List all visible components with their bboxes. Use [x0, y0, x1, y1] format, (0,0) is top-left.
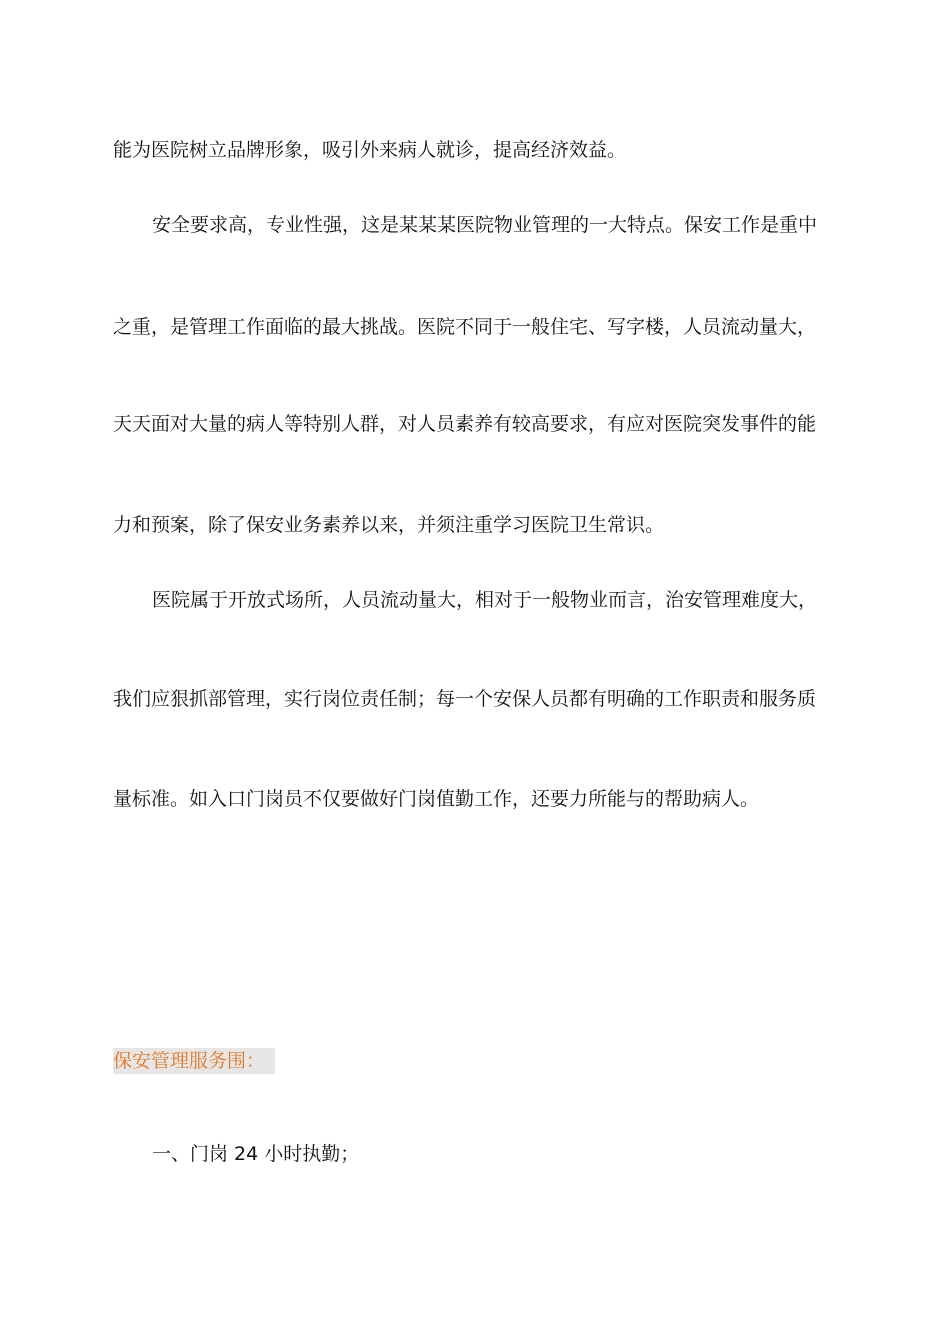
paragraph-line: 我们应狠抓部管理，实行岗位责任制；每一个安保人员都有明确的工作职责和服务质: [113, 688, 817, 710]
paragraph-line: 量标准。如入口门岗员不仅要做好门岗值勤工作，还要力所能与的帮助病人。: [113, 788, 760, 810]
list-item: 一、门岗 24 小时执勤；: [152, 1143, 360, 1165]
paragraph-line: 医院属于开放式场所，人员流动量大，相对于一般物业而言，治安管理难度大，: [152, 589, 818, 611]
paragraph-line: 天天面对大量的病人等特别人群，对人员素养有较高要求，有应对医院突发事件的能: [113, 413, 817, 435]
section-heading: 保安管理服务围：: [113, 1050, 266, 1072]
paragraph-line: 安全要求高，专业性强，这是某某某医院物业管理的一大特点。保安工作是重中: [152, 214, 818, 236]
paragraph-line: 力和预案，除了保安业务素养以来，并须注重学习医院卫生常识。: [113, 514, 665, 536]
paragraph-line: 之重，是管理工作面临的最大挑战。医院不同于一般住宅、写字楼，人员流动量大，: [113, 316, 817, 338]
section-heading-highlight: [113, 1048, 275, 1074]
paragraph-line: 能为医院树立品牌形象，吸引外来病人就诊，提高经济效益。: [113, 139, 627, 161]
